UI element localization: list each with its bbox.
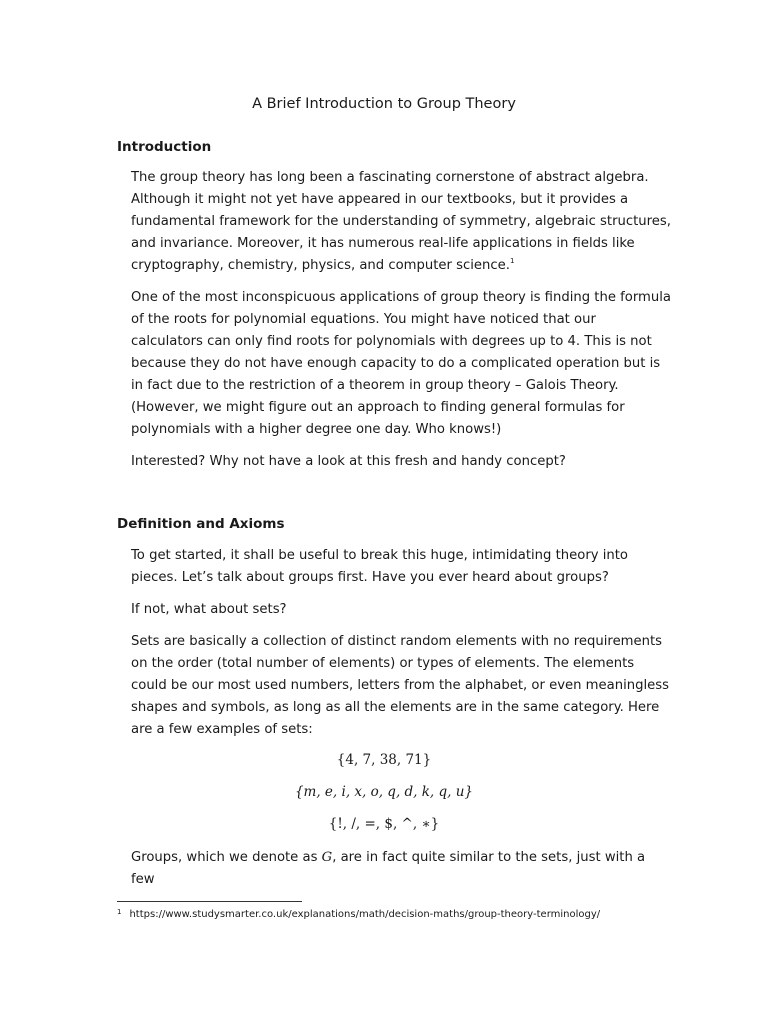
introduction-heading: Introduction — [117, 139, 212, 155]
set-example-letters: {m, e, i, x, o, q, d, k, q, u} — [294, 784, 474, 800]
definition-paragraph-1: To get started, it shall be useful to break this huge, intimidating theory into pieces. Let’s talk about groups first. Have you ever heard about groups? — [131, 548, 628, 585]
document-title: A Brief Introduction to Group Theory — [252, 96, 516, 112]
set-example-numbers: {4, 7, 38, 71} — [336, 752, 432, 768]
intro-paragraph-1-text: The group theory has long been a fascinating cornerstone of abstract algebra. Although it might not yet have appeared in our textbooks, but it provides a fundamental framework for the understanding of symmetry, algebraic structures, and invariance. Moreover, it has numerous real-life applications in fields like cryptography, chemistry, physics, and computer science. — [131, 170, 671, 273]
definition-paragraph-2: If not, what about sets? — [131, 602, 287, 617]
footnote — [117, 908, 600, 920]
intro-paragraph-2: One of the most inconspicuous applications of group theory is finding the formula of the roots for polynomial equations. You might have noticed that our calculators can only find roots for polynomials with degrees up to 4. This is not because they do not have enough capacity to do a complicated operation but is in fact due to the restriction of a theorem in group theory – Galois Theory. (However, we might figure out an approach to finding general formulas for polynomials with a higher degree one day. Who knows!) — [131, 290, 671, 437]
definition-heading: Definition and Axioms — [117, 516, 285, 532]
intro-paragraph-3: Interested? Why not have a look at this fresh and handy concept? — [131, 454, 566, 469]
group-symbol: G — [321, 850, 333, 865]
definition-paragraph-3: Sets are basically a collection of distinct random elements with no requirements on the order (total number of elements) or types of elements. The elements could be our most used numbers, letters from the alphabet, or even meaningless shapes and symbols, as long as all the elements are in the same category. Here are a few examples of sets: — [131, 634, 669, 737]
footnote-divider — [117, 901, 302, 902]
footnote-link[interactable]: https://www.studysmarter.co.uk/explanations/math/decision-maths/group-theory-terminology/ — [129, 909, 601, 920]
set-example-symbols: {!, /, =, $, ^, ∗} — [328, 816, 440, 832]
footnote-ref: 1 — [509, 257, 515, 265]
p4-text-after: , are in fact quite similar to the sets, just with a few — [131, 850, 646, 887]
footnote-mark: 1 — [117, 908, 122, 916]
p4-text-before: Groups, which we denote as — [131, 850, 322, 865]
definition-paragraph-4 — [131, 847, 671, 891]
intro-paragraph-1 — [131, 167, 671, 277]
